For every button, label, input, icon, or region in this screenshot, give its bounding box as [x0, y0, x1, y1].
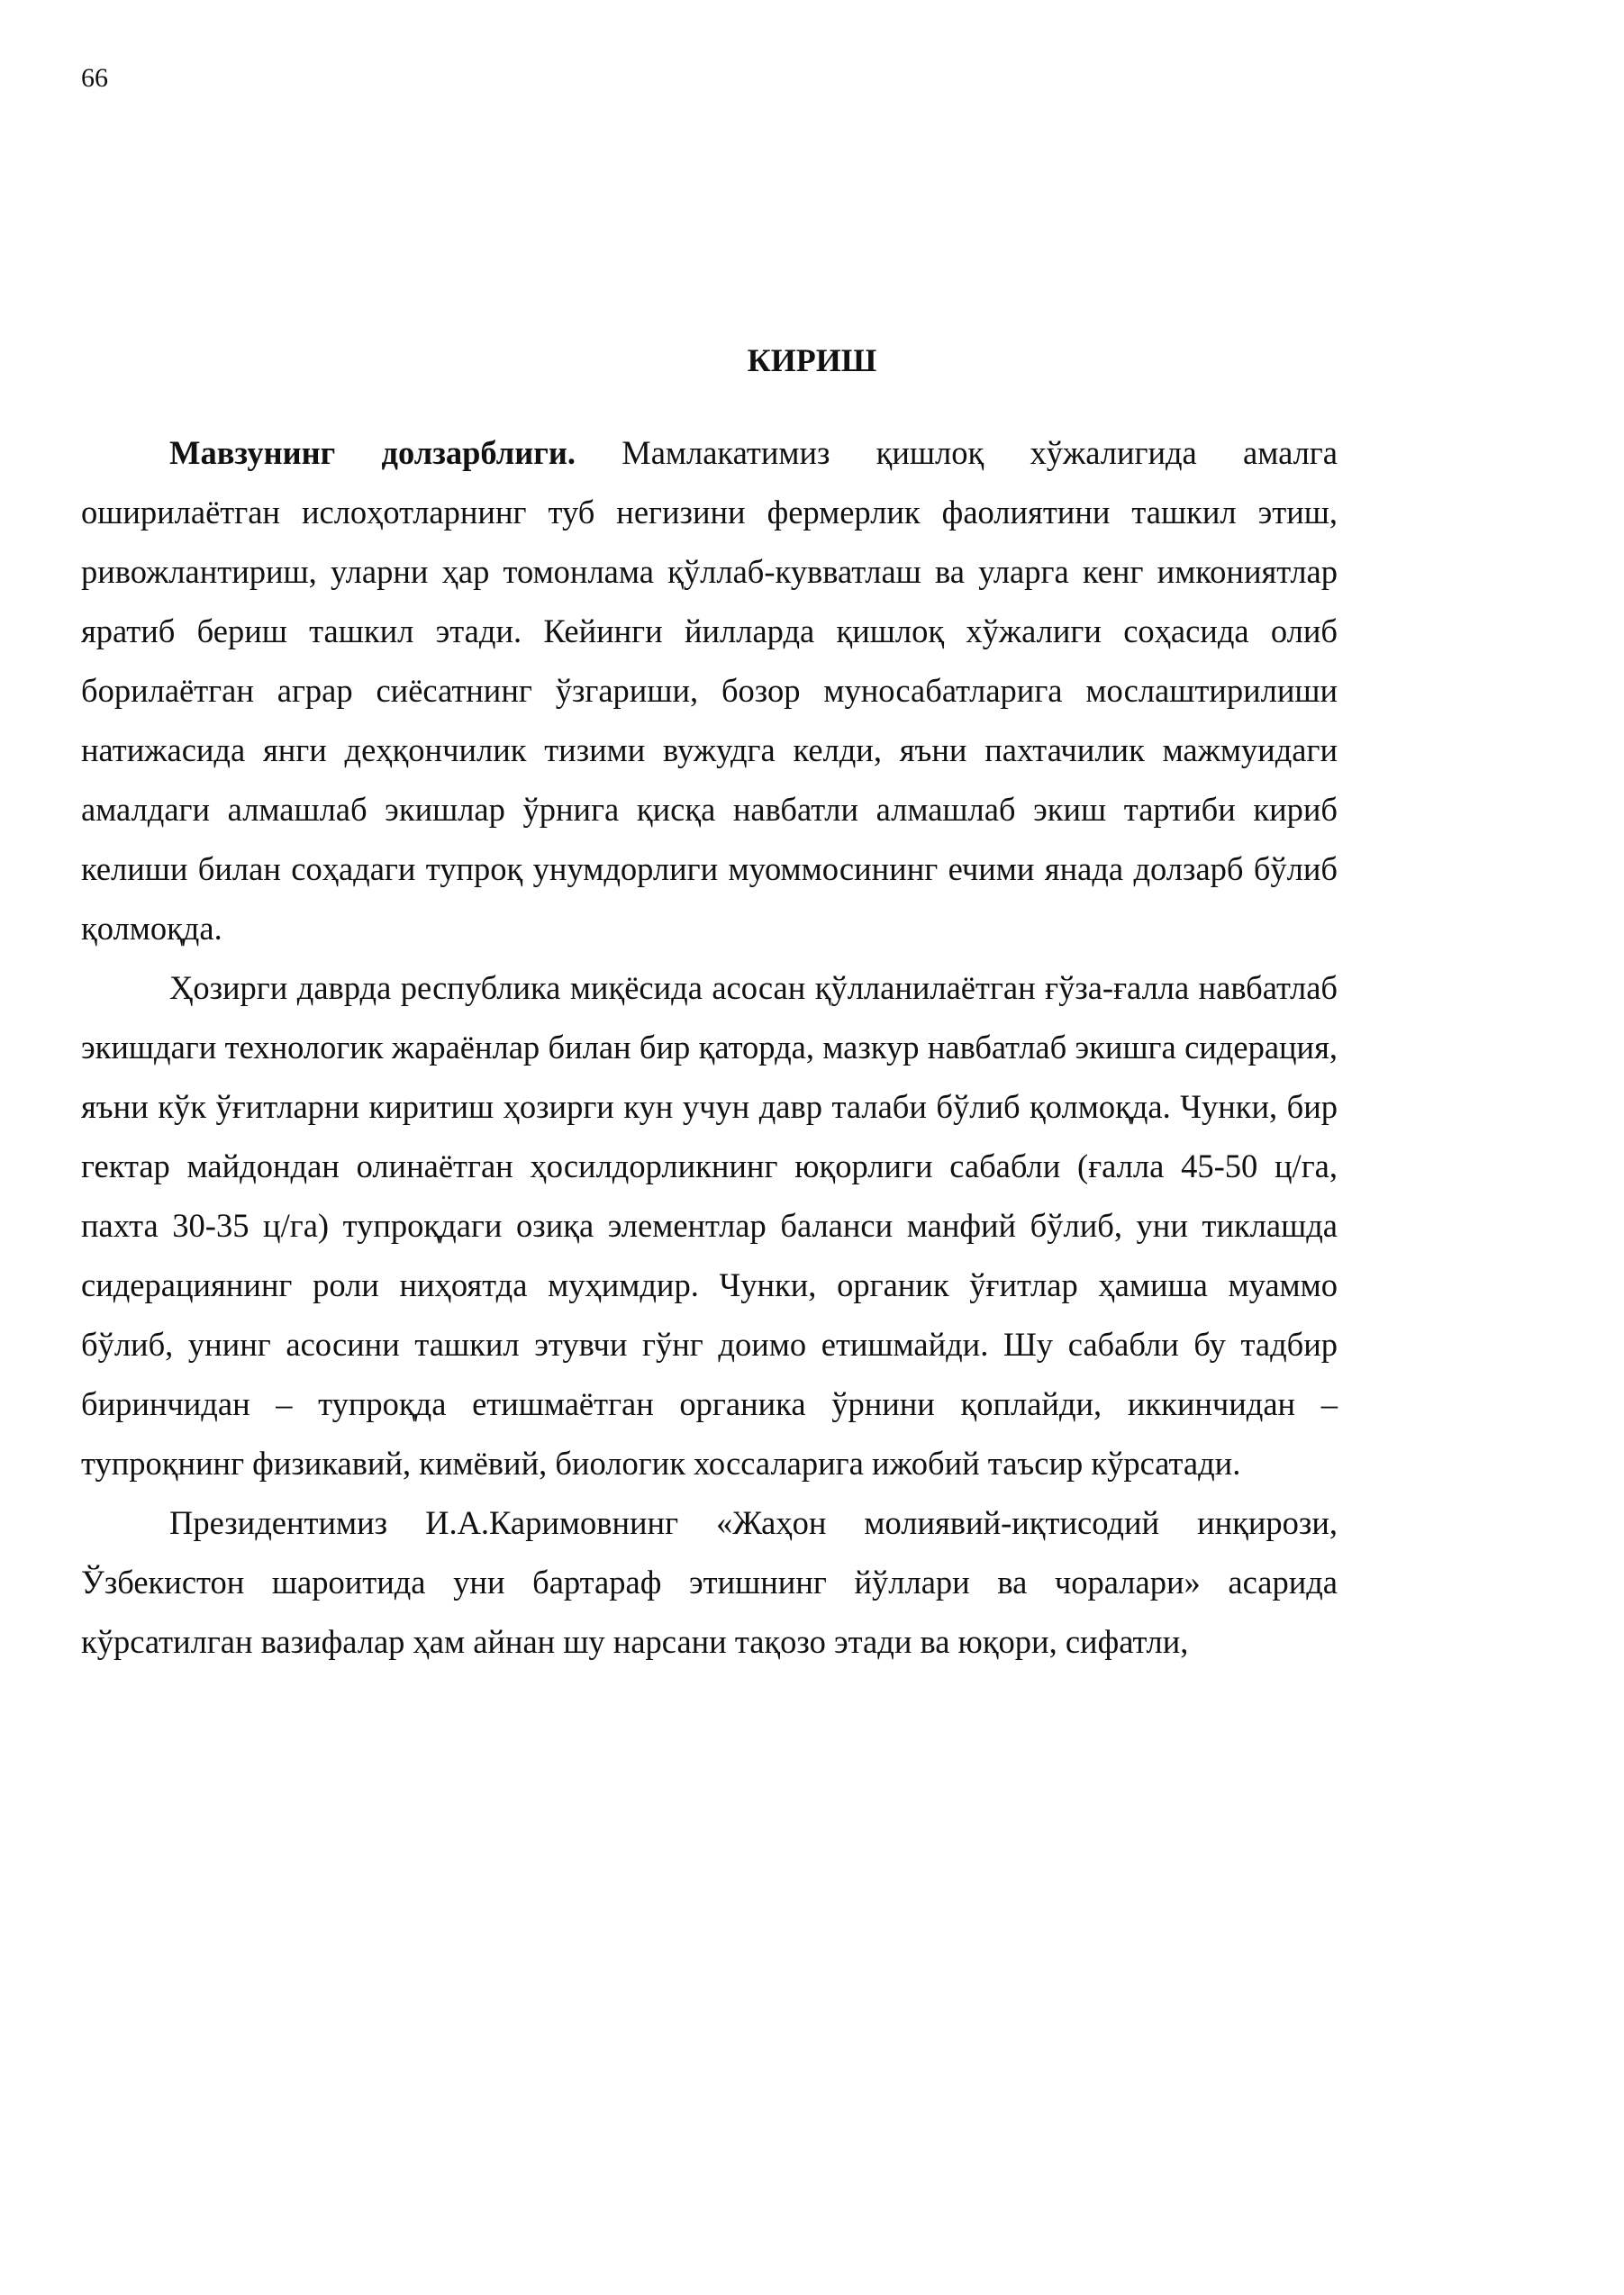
paragraph-lead: Мавзунинг долзарблиги.: [169, 434, 576, 471]
paragraph-relevance: [81, 423, 1338, 958]
paragraph-text: Президентимиз И.А.Каримовнинг «Жаҳон молиявий-иқтисодий инқирози, Ўзбекистон шароитида уни бартараф этишнинг йўллари ва чоралари» асарида кўрсатилган вазифалар ҳам айнан шу нарсани тақозо этади ва юқори, сифатли,: [81, 1504, 1338, 1660]
paragraph-text: Мамлакатимиз қишлоқ хўжалигида амалга оширилаётган ислоҳотларнинг туб негизини фермерлик фаолиятини ташкил этиш, ривожлантириш, уларни ҳар томонлама қўллаб-кувватлаш ва уларга кенг имкониятлар яратиб бериш ташкил этади. Кейинги йилларда қишлоқ хўжалиги соҳасида олиб борилаётган аграр сиёсатнинг ўзгариши, бозор муносабатларига мослаштирилиши натижасида янги деҳқончилик тизими вужудга келди, яъни пахтачилик мажмуидаги амалдаги алмашлаб экишлар ўрнига қисқа навбатли алмашлаб экиш тартиби кириб келиши билан соҳадаги тупроқ унумдорлиги муоммосининг ечими янада долзарб бўлиб қолмоқда.: [81, 434, 1338, 947]
page-number: 66: [81, 63, 108, 93]
paragraph-text: Ҳозирги даврда республика миқёсида асосан қўлланилаётган ғўза-ғалла навбатлаб экишдаги технологик жараёнлар билан бир қаторда, мазкур навбатлаб экишга сидерация, яъни кўк ўғитларни киритиш ҳозирги кун учун давр талаби бўлиб қолмоқда. Чунки, бир гектар майдондан олинаётган ҳосилдорликнинг юқорлиги сабабли (ғалла 45-50 ц/га, пахта 30-35 ц/га) тупроқдаги озиқа элементлар баланси манфий бўлиб, уни тиклашда сидерациянинг роли ниҳоятда муҳимдир. Чунки, органик ўғитлар ҳамиша муаммо бўлиб, унинг асосини ташкил этувчи гўнг доимо етишмайди. Шу сабабли бу тадбир биринчидан – тупроқда етишмаётган органика ўрнини қоплайди, иккинчидан – тупроқнинг физикавий, кимёвий, биологик хоссаларига ижобий таъсир кўрсатади.: [81, 969, 1338, 1482]
paragraph-sideration: [81, 958, 1338, 1493]
section-heading: КИРИШ: [747, 342, 877, 378]
body-text: [81, 423, 1338, 1672]
paragraph-president: [81, 1493, 1338, 1672]
